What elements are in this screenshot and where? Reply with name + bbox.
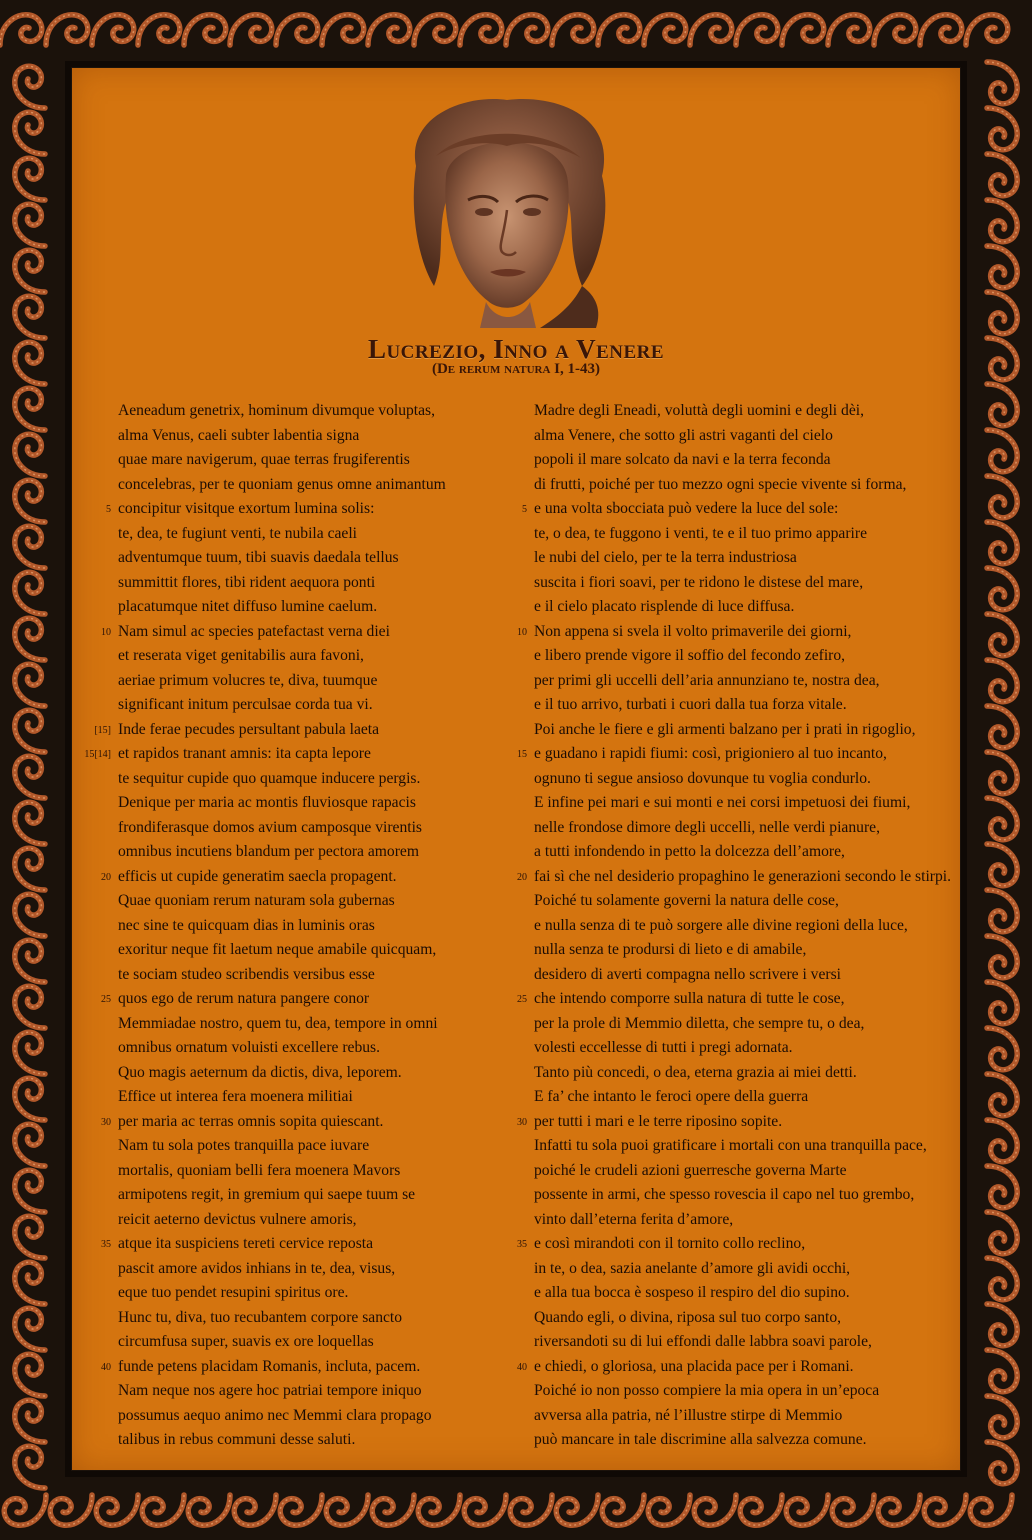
verse-text: Effice ut interea fera moenera militiai — [118, 1088, 353, 1105]
wave-scroll-motif — [987, 936, 1017, 978]
verse-number: 30 — [101, 1116, 111, 1128]
verse-number: 5 — [522, 504, 527, 515]
wave-scroll-motif — [648, 1495, 690, 1525]
verse-text: Nam simul ac species patefactast verna diei — [118, 622, 390, 640]
latin-verse-line — [118, 571, 518, 596]
italian-verse-line — [534, 816, 954, 841]
wave-scroll-motif — [786, 1495, 828, 1525]
verse-text: per primi gli uccelli dell’aria annunziano te, nostra dea, — [534, 671, 880, 689]
verse-text: e il tuo arrivo, turbati i cuori dalla tua forza vitale. — [534, 696, 847, 713]
wave-scroll-motif — [987, 798, 1017, 840]
verse-number: 20 — [101, 871, 111, 883]
wave-scroll-motif — [987, 1350, 1017, 1392]
wave-scroll-motif — [276, 15, 318, 45]
italian-verse-line — [534, 522, 954, 547]
latin-verse-line — [101, 865, 518, 890]
latin-verse-line — [118, 1404, 518, 1429]
wave-scroll-motif — [987, 1442, 1017, 1484]
verse-text: poiché le crudeli azioni guerresche governa Marte — [534, 1161, 847, 1179]
italian-verse-line — [534, 595, 954, 620]
verse-text: atque ita suspiciens tereti cervice reposta — [118, 1235, 374, 1252]
verse-text: armipotens regit, in gremium qui saepe tuum se — [118, 1186, 416, 1203]
wave-scroll-motif — [92, 15, 134, 45]
wave-scroll-motif — [15, 710, 45, 752]
wave-scroll-motif — [15, 572, 45, 614]
verse-text: aeriae primum volucres te, diva, tuumque — [118, 671, 378, 689]
latin-verse-line — [118, 938, 518, 963]
wave-scroll-motif — [368, 15, 410, 45]
latin-verse-line — [118, 448, 518, 473]
italian-translation-column — [517, 399, 954, 1453]
verse-text: Nam tu sola potes tranquilla pace iuvare — [118, 1137, 370, 1154]
verse-text: et reserata viget genitabilis aura favoni, — [118, 647, 364, 664]
italian-verse-line — [534, 1428, 954, 1453]
verse-text: Infatti tu sola puoi gratificare i mortali con una tranquilla pace, — [534, 1137, 927, 1154]
italian-verse-line — [517, 1232, 954, 1257]
latin-verse-line — [118, 1012, 518, 1037]
latin-verse-line — [118, 840, 518, 865]
wave-scroll-motif — [15, 112, 45, 154]
verse-text: pascit amore avidos inhians in te, dea, visus, — [118, 1259, 396, 1277]
italian-verse-line — [517, 1355, 954, 1380]
wave-scroll-motif — [15, 894, 45, 936]
italian-verse-line — [534, 1159, 954, 1184]
italian-verse-line — [534, 1134, 954, 1159]
italian-verse-line — [534, 791, 954, 816]
wave-scroll-motif — [832, 1495, 874, 1525]
latin-verse-line — [94, 718, 518, 743]
wave-scroll-motif — [987, 384, 1017, 426]
wave-scroll-motif — [15, 1400, 45, 1442]
latin-verse-line — [118, 546, 518, 571]
wave-scroll-motif — [556, 1495, 598, 1525]
verse-text: e alla tua bocca è sospeso il respiro del dio supino. — [534, 1284, 850, 1301]
verse-text: Poiché tu solamente governi la natura delle cose, — [534, 892, 839, 909]
wave-scroll-motif — [740, 1495, 782, 1525]
italian-verse-line — [517, 620, 954, 645]
wave-scroll-motif — [138, 15, 180, 45]
verse-text: E infine pei mari e sui monti e nei corsi impetuosi dei fiumi, — [534, 794, 911, 811]
wave-scroll-motif — [15, 940, 45, 982]
italian-verse-line — [534, 399, 954, 424]
latin-verse-line — [118, 424, 518, 449]
latin-verse-line — [118, 767, 518, 792]
wave-scroll-motif — [987, 1166, 1017, 1208]
wave-scroll-motif — [552, 15, 594, 45]
italian-verse-line — [534, 889, 954, 914]
verse-number: 15[14] — [84, 749, 111, 760]
wave-scroll-motif — [987, 660, 1017, 702]
verse-text: Aeneadum genetrix, hominum divumque voluptas, — [118, 402, 436, 419]
italian-verse-line — [534, 963, 954, 988]
wave-scroll-motif — [736, 15, 778, 45]
wave-scroll-motif — [598, 15, 640, 45]
verse-number: 25 — [517, 994, 527, 1005]
wave-scroll-motif — [372, 1495, 414, 1525]
italian-verse-line — [534, 1061, 954, 1086]
italian-verse-line — [534, 473, 954, 498]
wave-scroll-motif — [602, 1495, 644, 1525]
latin-verse-line — [118, 889, 518, 914]
verse-text: volesti eccellesse di tutti i pregi adornata. — [534, 1039, 793, 1056]
verse-text: quos ego de rerum natura pangere conor — [118, 990, 370, 1007]
verse-text: eque tuo pendet resupini spiritus ore. — [118, 1284, 349, 1301]
verse-text: te, o dea, te fuggono i venti, te e il tuo primo apparire — [534, 524, 867, 542]
latin-verse-line — [118, 1134, 518, 1159]
wave-scroll-motif — [987, 62, 1017, 104]
verse-text: possumus aequo animo nec Memmi clara propago — [118, 1406, 432, 1424]
wave-scroll-motif — [464, 1495, 506, 1525]
wave-scroll-motif — [987, 568, 1017, 610]
wave-scroll-motif — [15, 1078, 45, 1120]
wave-scroll-motif — [46, 15, 88, 45]
verse-text: nec sine te quicquam dias in luminis oras — [118, 916, 375, 934]
latin-verse-line — [118, 791, 518, 816]
latin-verse-line — [101, 1110, 518, 1135]
verse-text: e una volta sbocciata può vedere la luce del sole: — [534, 500, 839, 517]
wave-scroll-motif — [15, 158, 45, 200]
verse-text: Nam neque nos agere hoc patriai tempore iniquo — [118, 1382, 422, 1399]
wave-scroll-motif — [987, 844, 1017, 886]
italian-verse-line — [534, 1281, 954, 1306]
verse-number: 40 — [517, 1361, 527, 1373]
wave-scroll-motif — [15, 1262, 45, 1304]
wave-scroll-motif — [694, 1495, 736, 1525]
verse-text: circumfusa super, suavis ex ore loquellas — [118, 1333, 374, 1350]
verse-text: reicit aeterno devictus vulnere amoris, — [118, 1210, 357, 1228]
wave-scroll-motif — [15, 434, 45, 476]
latin-verse-line — [118, 1379, 518, 1404]
verse-text: Quae quoniam rerum naturam sola gubernas — [118, 892, 395, 909]
verse-text: e libero prende vigore il soffio del fecondo zefiro, — [534, 647, 846, 664]
latin-verse-line — [118, 522, 518, 547]
wave-scroll-motif — [142, 1495, 184, 1525]
italian-verse-line — [534, 718, 954, 743]
wave-scroll-motif — [510, 1495, 552, 1525]
wave-scroll-motif — [15, 250, 45, 292]
verse-text: alma Venus, caeli subter labentia signa — [118, 426, 360, 444]
latin-verse-line — [118, 1036, 518, 1061]
wave-scroll-motif — [15, 618, 45, 660]
verse-text: per la prole di Memmio diletta, che sempre tu, o dea, — [534, 1014, 865, 1032]
verse-text: mortalis, quoniam belli fera moenera Mavors — [118, 1161, 401, 1179]
wave-scroll-motif — [987, 706, 1017, 748]
wave-scroll-motif — [506, 15, 548, 45]
wave-scroll-motif — [987, 982, 1017, 1024]
wave-scroll-motif — [987, 752, 1017, 794]
latin-verse-line — [118, 1428, 518, 1453]
wave-scroll-motif — [15, 1124, 45, 1166]
verse-text: Memmiadae nostro, quem tu, dea, tempore in omni — [118, 1014, 438, 1032]
latin-verse-line — [118, 1085, 518, 1110]
wave-scroll-motif — [184, 15, 226, 45]
wave-scroll-motif — [234, 1495, 276, 1525]
wave-scroll-motif — [15, 802, 45, 844]
wave-scroll-motif — [987, 476, 1017, 518]
verse-number: 25 — [101, 994, 111, 1005]
wave-scroll-motif — [987, 522, 1017, 564]
verse-text: exoritur neque fit laetum neque amabile quicquam, — [118, 941, 437, 958]
wave-scroll-motif — [874, 15, 916, 45]
latin-text-column — [84, 399, 518, 1453]
wave-scroll-motif — [987, 1396, 1017, 1438]
latin-verse-line — [101, 987, 518, 1012]
verse-text: per tutti i mari e le terre riposino sopite. — [534, 1112, 783, 1130]
verse-text: talibus in rebus communi desse saluti. — [118, 1431, 356, 1448]
wave-scroll-motif — [15, 1170, 45, 1212]
italian-verse-line — [534, 644, 954, 669]
italian-verse-line — [534, 424, 954, 449]
verse-text: te sociam studeo scribendis versibus esse — [118, 965, 375, 983]
latin-verse-line — [118, 1183, 518, 1208]
italian-verse-line — [517, 1110, 954, 1135]
wave-scroll-motif — [15, 1446, 45, 1488]
italian-verse-line — [534, 546, 954, 571]
wave-scroll-motif — [987, 1028, 1017, 1070]
verse-text: omnibus incutiens blandum per pectora amorem — [118, 843, 419, 860]
verse-text: et rapidos tranant amnis: ita capta lepore — [118, 745, 371, 762]
italian-verse-line — [534, 1183, 954, 1208]
verse-text: Tanto più concedi, o dea, eterna grazia ai miei detti. — [534, 1063, 857, 1081]
wave-scroll-motif — [644, 15, 686, 45]
verse-text: Non appena si svela il volto primaverile dei giorni, — [534, 622, 852, 640]
italian-verse-line — [534, 840, 954, 865]
latin-verse-line — [118, 1330, 518, 1355]
wave-scroll-motif — [987, 108, 1017, 150]
wave-scroll-motif — [987, 1074, 1017, 1116]
verse-text: popoli il mare solcato da navi e la terra feconda — [534, 451, 831, 468]
wave-scroll-motif — [50, 1495, 92, 1525]
wave-scroll-motif — [15, 296, 45, 338]
verse-number: 40 — [101, 1361, 111, 1373]
verse-text: omnibus ornatum voluisti excellere rebus. — [118, 1039, 381, 1056]
verse-text: nulla senza te prodursi di lieto e di amabile, — [534, 941, 807, 958]
latin-verse-line — [106, 497, 518, 522]
wave-scroll-motif — [970, 1495, 1012, 1525]
wave-scroll-motif — [987, 246, 1017, 288]
verse-text: te, dea, te fugiunt venti, te nubila caeli — [118, 524, 358, 542]
verse-number: 35 — [517, 1239, 527, 1250]
wave-scroll-motif — [828, 15, 870, 45]
wave-scroll-motif — [15, 480, 45, 522]
verse-number: 15 — [517, 749, 527, 760]
verse-text: in te, o dea, sazia anelante d’amore gli avidi occhi, — [534, 1259, 851, 1277]
wave-scroll-motif — [414, 15, 456, 45]
latin-verse-line — [118, 1061, 518, 1086]
latin-verse-line — [118, 644, 518, 669]
venus-bust-image — [376, 96, 638, 328]
verse-text: e nulla senza di te può sorgere alle divine regioni della luce, — [534, 916, 908, 934]
wave-scroll-motif — [96, 1495, 138, 1525]
verse-text: nelle frondose dimore degli uccelli, nelle verdi pianure, — [534, 818, 880, 836]
verse-number: 20 — [517, 871, 527, 883]
verse-text: e così mirandoti con il tornito collo reclino, — [534, 1235, 806, 1252]
wave-scroll-motif — [15, 388, 45, 430]
wave-scroll-motif — [15, 756, 45, 798]
verse-text: desidero di averti compagna nello scrivere i versi — [534, 965, 841, 983]
verse-text: frondiferasque domos avium camposque virentis — [118, 818, 423, 836]
wave-scroll-motif — [418, 1495, 460, 1525]
italian-verse-line — [534, 1257, 954, 1282]
verse-text: Denique per maria ac montis fluviosque rapacis — [118, 794, 416, 811]
wave-scroll-motif — [782, 15, 824, 45]
verse-text: Quando egli, o divina, riposa sul tuo corpo santo, — [534, 1308, 842, 1326]
verse-text: ognuno ti segue ansioso dovunque tu voglia condurlo. — [534, 769, 871, 787]
verse-text: di frutti, poiché per tuo mezzo ogni specie vivente si forma, — [534, 475, 907, 493]
latin-verse-line — [118, 1281, 518, 1306]
wave-scroll-motif — [15, 1032, 45, 1074]
verse-text: alma Venere, che sotto gli astri vaganti del cielo — [534, 426, 833, 444]
italian-verse-line — [534, 693, 954, 718]
wave-scroll-motif — [4, 1495, 46, 1525]
italian-verse-line — [534, 1085, 954, 1110]
wave-scroll-motif — [987, 154, 1017, 196]
verse-number: 10 — [517, 626, 527, 638]
page-title: Lucrezio, Inno a Venere — [367, 334, 665, 364]
verse-text: concelebras, per te quoniam genus omne animantum — [118, 475, 446, 493]
wave-scroll-motif — [15, 66, 45, 108]
verse-text: fai sì che nel desiderio propaghino le generazioni secondo le stirpi. — [534, 867, 951, 885]
verse-text: adventumque tuum, tibi suavis daedala tellus — [118, 549, 399, 566]
verse-text: possente in armi, che spesso rovescia il capo nel tuo grembo, — [534, 1186, 915, 1203]
wave-scroll-motif — [966, 15, 1008, 45]
latin-verse-line — [118, 473, 518, 498]
latin-verse-line — [118, 693, 518, 718]
wave-scroll-motif — [15, 986, 45, 1028]
verse-text: summittit flores, tibi rident aequora ponti — [118, 573, 376, 591]
verse-text: concipitur visitque exortum lumina solis: — [118, 500, 375, 517]
verse-number: 10 — [101, 626, 111, 638]
italian-verse-line — [534, 669, 954, 694]
verse-text: che intendo comporre sulla natura di tutte le cose, — [534, 990, 845, 1007]
verse-text: funde petens placidam Romanis, incluta, pacem. — [118, 1357, 421, 1375]
verse-text: Inde ferae pecudes persultant pabula laeta — [118, 720, 380, 738]
italian-verse-line — [534, 1404, 954, 1429]
wave-scroll-motif — [690, 15, 732, 45]
wave-scroll-motif — [15, 526, 45, 568]
wave-scroll-motif — [987, 1258, 1017, 1300]
verse-text: Poiché io non posso compiere la mia opera in un’epoca — [534, 1382, 880, 1399]
italian-verse-line — [534, 767, 954, 792]
wave-scroll-motif — [230, 15, 272, 45]
verse-number: 5 — [106, 504, 111, 515]
wave-scroll-motif — [987, 1120, 1017, 1162]
verse-text: significant initum perculsae corda tua vi. — [118, 696, 373, 713]
italian-verse-line — [534, 571, 954, 596]
verse-text: e il cielo placato risplende di luce diffusa. — [534, 598, 795, 615]
latin-verse-line — [118, 963, 518, 988]
wave-scroll-motif — [987, 430, 1017, 472]
verse-text: vinto dall’eterna ferita d’amore, — [534, 1210, 734, 1228]
italian-verse-line — [534, 1208, 954, 1233]
latin-verse-line — [118, 1208, 518, 1233]
italian-verse-line — [534, 914, 954, 939]
italian-verse-line — [522, 497, 954, 522]
latin-verse-line — [84, 742, 518, 767]
latin-verse-line — [101, 1232, 518, 1257]
wave-scroll-motif — [15, 1216, 45, 1258]
wave-scroll-motif — [987, 614, 1017, 656]
latin-verse-line — [118, 399, 518, 424]
latin-verse-line — [101, 620, 518, 645]
latin-verse-line — [101, 1355, 518, 1380]
verse-text: Madre degli Eneadi, voluttà degli uomini e degli dèi, — [534, 402, 864, 419]
verse-text: può mancare in tale discrimine alla salvezza comune. — [534, 1431, 867, 1448]
wave-scroll-motif — [0, 15, 42, 45]
italian-verse-line — [517, 742, 954, 767]
italian-verse-line — [517, 865, 954, 890]
wave-scroll-motif — [460, 15, 502, 45]
italian-verse-line — [534, 1036, 954, 1061]
italian-verse-line — [534, 1306, 954, 1331]
verse-text: E fa’ che intanto le feroci opere della guerra — [534, 1088, 809, 1105]
italian-verse-line — [534, 448, 954, 473]
wave-scroll-motif — [15, 1308, 45, 1350]
latin-verse-line — [118, 1257, 518, 1282]
verse-text: suscita i fiori soavi, per te ridono le distese del mare, — [534, 573, 864, 591]
wave-scroll-motif — [987, 200, 1017, 242]
wave-scroll-motif — [322, 15, 364, 45]
italian-verse-line — [534, 938, 954, 963]
verse-text: efficis ut cupide generatim saecla propagent. — [118, 867, 397, 885]
italian-verse-line — [534, 1012, 954, 1037]
page-subtitle: (De rerum natura I, 1-43) — [431, 361, 601, 377]
italian-verse-line — [534, 1379, 954, 1404]
latin-verse-line — [118, 669, 518, 694]
wave-scroll-motif — [987, 1304, 1017, 1346]
verse-text: placatumque nitet diffuso lumine caelum. — [118, 598, 378, 615]
verse-number: 30 — [517, 1116, 527, 1128]
verse-text: Poi anche le fiere e gli armenti balzano per i prati in rigoglio, — [534, 720, 916, 738]
verse-text: riversandoti su di lui effondi dalle labbra soavi parole, — [534, 1333, 872, 1350]
wave-scroll-motif — [987, 1212, 1017, 1254]
verse-text: avversa alla patria, né l’illustre stirpe di Memmio — [534, 1406, 843, 1424]
latin-verse-line — [118, 1159, 518, 1184]
verse-text: e chiedi, o gloriosa, una placida pace per i Romani. — [534, 1357, 854, 1375]
verse-text: e guadano i rapidi fiumi: così, prigioniero al tuo incanto, — [534, 745, 887, 762]
wave-scroll-motif — [188, 1495, 230, 1525]
verse-text: Quo magis aeternum da dictis, diva, leporem. — [118, 1063, 402, 1081]
verse-number: 35 — [101, 1239, 111, 1250]
wave-scroll-motif — [15, 848, 45, 890]
verse-text: per maria ac terras omnis sopita quiescant. — [118, 1112, 384, 1130]
latin-verse-line — [118, 914, 518, 939]
verse-number: [15] — [94, 724, 111, 736]
latin-verse-line — [118, 595, 518, 620]
latin-verse-line — [118, 1306, 518, 1331]
verse-text: quae mare navigerum, quae terras frugiferentis — [118, 451, 410, 468]
wave-scroll-motif — [280, 1495, 322, 1525]
wave-scroll-motif — [987, 890, 1017, 932]
wave-scroll-motif — [15, 1354, 45, 1396]
latin-verse-line — [118, 816, 518, 841]
verse-text: te sequitur cupide quo quamque inducere pergis. — [118, 769, 421, 787]
wave-scroll-motif — [920, 15, 962, 45]
wave-scroll-motif — [924, 1495, 966, 1525]
italian-verse-line — [517, 987, 954, 1012]
wave-scroll-motif — [15, 204, 45, 246]
verse-text: a tutti infondendo in petto la dolcezza dell’amore, — [534, 843, 845, 860]
verse-text: le nubi del cielo, per te la terra industriosa — [534, 549, 797, 566]
italian-verse-line — [534, 1330, 954, 1355]
wave-scroll-motif — [15, 664, 45, 706]
wave-scroll-motif — [878, 1495, 920, 1525]
verse-text: Hunc tu, diva, tuo recubantem corpore sancto — [118, 1308, 403, 1326]
wave-scroll-motif — [326, 1495, 368, 1525]
wave-scroll-motif — [987, 292, 1017, 334]
